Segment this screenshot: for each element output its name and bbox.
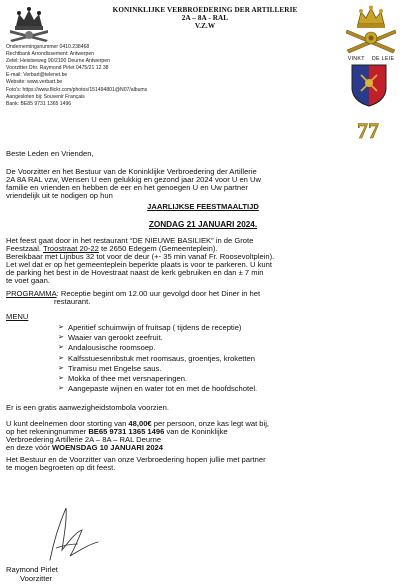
contact-address: Zetel: Heistseweg 90/2100 Deurne Antwerpen [6, 58, 110, 65]
menu-heading: MENU [6, 312, 29, 321]
artillery-crest-icon [344, 4, 398, 54]
programma-label: PROGRAMMA [6, 289, 57, 298]
contact-chairman: Voorzitter Dhr. Raymond Pirlet 0475/21 12 38 [6, 65, 109, 72]
venue-line-4: Let wel dat er op het gemeenteplein beperkte plaats is voor te parkeren. U kunt [6, 260, 272, 269]
menu-item [58, 343, 388, 353]
menu-item-text: Aangepaste wijnen en water tot en met de hoofdschotel. [68, 384, 258, 394]
venue-hall: Feestzaal. [6, 244, 44, 253]
contact-details [6, 44, 246, 108]
arrow-bullet-icon: ➢ [58, 375, 64, 383]
menu-item-text: Andalousische roomsoep. [68, 343, 156, 353]
arrow-bullet-icon: ➢ [58, 344, 64, 352]
payment-line-4 [6, 444, 400, 452]
menu-item-text: Kalfsstuesenribstuk met roomsaus, groentjes, kroketten [68, 353, 255, 363]
closing-line-1: Het Bestuur en de Voorzitter van onze Verbroedering hopen jullie met partner [6, 455, 266, 464]
closing-line-2: te mogen begroeten op dit feest. [6, 463, 116, 472]
organisation-header [70, 6, 340, 31]
menu-item [58, 364, 388, 374]
intro-line-4: vriendelijk uit te nodigen op hun [6, 191, 113, 200]
contact-court: Rechtbank Arrondissement: Antwerpen [6, 51, 95, 58]
payment-text-2: per persoon, onze kas legt wat bij, [151, 419, 270, 428]
contact-bank: Bank: BE85 9731 1365 1496 [6, 100, 72, 107]
signatory-title: Voorzitter [20, 573, 53, 583]
payment-line-3: Verbroedering Artillerie 2A – 8A – RAL Deurne [6, 435, 162, 444]
payment-account-number: BE65 9731 1365 1496 [88, 427, 165, 436]
arrow-bullet-icon: ➢ [58, 334, 64, 342]
anniversary-number [348, 119, 388, 141]
org-legal-form: V.Z.W [194, 22, 216, 31]
crown-crest-icon [6, 4, 52, 42]
org-units: 2A – 8A - RAL [181, 14, 229, 23]
contact-photos: Foto's: https://www.flickr.com/photos/151494801@N07/albums [6, 86, 148, 93]
menu-item [58, 333, 388, 343]
signatory [6, 566, 58, 584]
payment-account-label: op het rekeningnummer [6, 427, 89, 436]
menu-item-text: Mokka of thee met versnaperingen. [68, 374, 188, 384]
contact-email: E-mail: Verbart@telenet.be [6, 72, 68, 79]
menu-item-text: Aperitief schuimwijn of fruitsap ( tijdens de receptie) [68, 323, 242, 332]
event-date: ZONDAG 21 JANUARI 2024. [148, 220, 258, 229]
org-name: KONINKLIJKE VERBROEDERING DER ARTILLERIE [112, 6, 298, 14]
contact-website: Website: www.verbart.be [6, 79, 63, 86]
intro-line-2: 2A 8A RAL vzw, Wensen U een gelukkig en gezond jaar 2024 voor U en Uw [6, 175, 261, 184]
intro-line-3: familie en vrienden en hebben de eer en het genoegen U en Uw partner [6, 183, 248, 192]
payment-text: U kunt deelnemen door storting van [6, 419, 129, 428]
contact-affiliation: Aangesloten bij: Souvenir Français [6, 93, 85, 100]
menu-item [58, 384, 388, 394]
event-title: JAARLIJKSE FEESTMAALTIJD [147, 202, 259, 211]
menu-list [58, 323, 388, 394]
motto-right: DE LEIE [371, 56, 395, 62]
tombola-note: Er is een gratis aanwezigheidstombola voorzien. [6, 403, 169, 412]
venue-city: te 2650 Edegem (Gemeenteplein). [98, 244, 218, 253]
payment-deadline-label: en deze vóór [6, 443, 53, 452]
handwritten-signature [40, 500, 110, 570]
arrow-bullet-icon: ➢ [58, 324, 64, 331]
menu-item [58, 323, 388, 333]
venue-line-5: de parking het best in de Hovestraat naast de kerk gebruiken en dan ± 7 min [6, 268, 264, 277]
payment-deadline: WOENSDAG 10 JANUARI 2024 [52, 443, 164, 452]
payment-amount: 48,00€ [128, 419, 152, 428]
arrow-bullet-icon: ➢ [58, 364, 64, 372]
venue-street: Troostraat 20-22 [43, 244, 99, 253]
arrow-bullet-icon: ➢ [58, 354, 64, 362]
venue-line-3: Bereikbaar met Lijnbus 32 tot voor de deur (+- 35 min vanaf Fr. Roosevoltplein). [6, 252, 275, 261]
venue-line-1: Het feest gaat door in het restaurant “DE NIEUWE BASILIEK” in de Grote [6, 236, 254, 245]
menu-item [58, 354, 388, 364]
anniversary-text: 77 [357, 119, 379, 141]
menu-item-text: Waaier van gerookt zeefruit. [68, 333, 163, 343]
menu-item-text: Tiramisu met Engelse saus. [68, 363, 162, 373]
venue-line-6: te voet gaan. [6, 276, 50, 285]
programma-line-2: restaurant. [54, 297, 91, 306]
programma-text: : Receptie begint om 12.00 uur gevolgd door het Diner in het [56, 289, 261, 298]
payment-beneficiary: van de Koninklijke [164, 427, 228, 436]
motto [340, 56, 402, 62]
intro-line-1: De Voorzitter en het Bestuur van de Koninklijke Verbroedering der Artillerie [6, 167, 257, 176]
unit-shield-icon [350, 63, 388, 107]
greeting: Beste Leden en Vrienden, [6, 149, 94, 158]
signatory-name: Raymond Pirlet [6, 565, 58, 574]
menu-item [58, 374, 388, 384]
arrow-bullet-icon: ➢ [58, 385, 64, 393]
contact-company-number: Ondernemingsnummer 0410.238468 [6, 44, 90, 50]
motto-left: VINKT [347, 56, 365, 62]
